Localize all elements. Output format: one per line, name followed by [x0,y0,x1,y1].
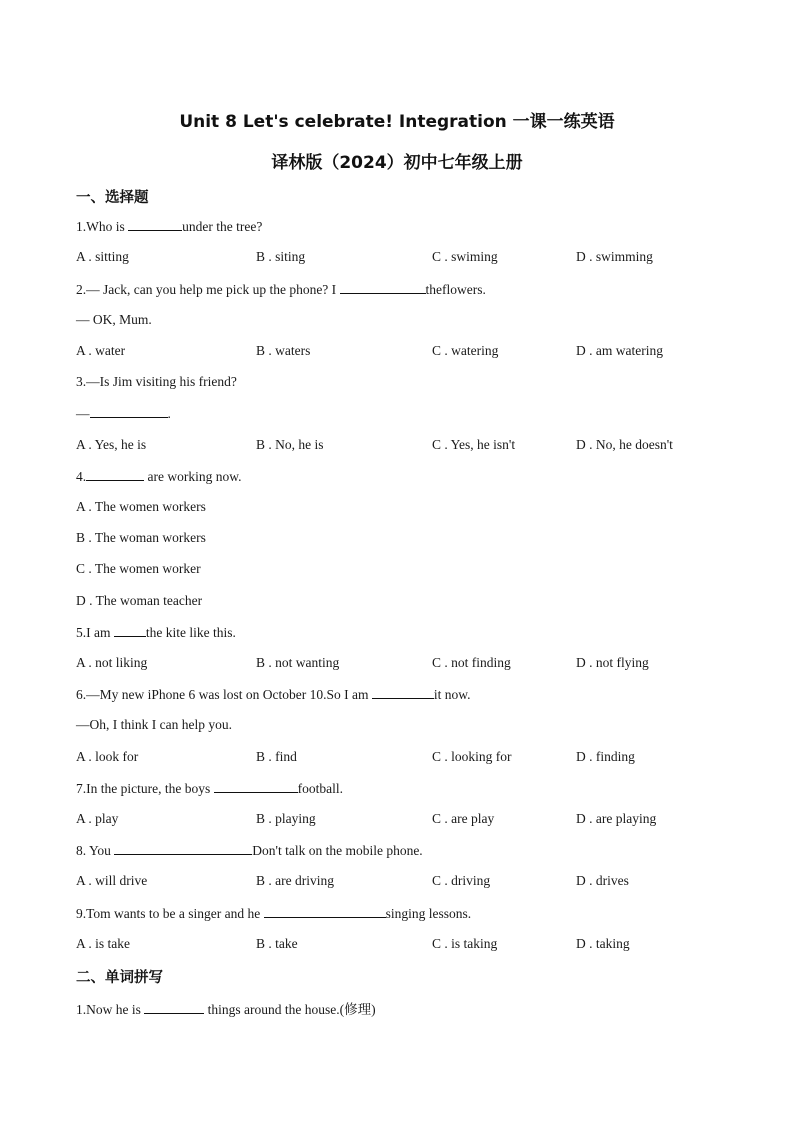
spelling-question-1 [76,998,376,1018]
section-heading-multiple-choice: 一、选择题 [76,190,149,206]
q4-option-d: D . The woman teacher [76,593,203,608]
q6-option-b: B . find [256,749,297,764]
q2-option-b: B . waters [256,343,311,358]
question-7 [76,780,343,797]
q1-option-b: B . siting [256,249,306,264]
question-text: — [76,406,90,421]
section-heading-spelling: 二、单词拼写 [76,970,163,986]
q1-option-a: A . sitting [76,249,129,264]
question-text: Don't talk on the mobile phone. [252,843,423,858]
q5-option-a: A . not liking [76,655,148,670]
q2-option-c: C . watering [432,343,499,358]
question-1 [76,218,262,235]
answer-blank [86,468,144,481]
question-6-reply: —Oh, I think I can help you. [76,717,232,732]
answer-blank [372,686,434,699]
question-text: 1.Now he is [76,1002,145,1017]
question-text: 8. You [76,843,115,858]
question-2-reply: — OK, Mum. [76,312,152,327]
question-3-reply [76,405,171,422]
q3-option-a: A . Yes, he is [76,437,147,452]
question-text: . [167,406,171,421]
question-text: singing lessons. [385,906,472,921]
question-3: 3.—Is Jim visiting his friend? [76,374,237,389]
q7-option-c: C . are play [432,811,495,826]
q1-option-d: D . swimming [576,249,653,264]
question-2 [76,281,486,298]
question-4 [76,468,241,485]
answer-blank [214,780,298,793]
question-text: football. [297,781,343,796]
q9-option-d: D . taking [576,936,630,951]
q7-option-b: B . playing [256,811,316,826]
q8-option-b: B . are driving [256,873,334,888]
answer-blank [90,405,168,418]
q5-option-b: B . not wanting [256,655,340,670]
q3-option-b: B . No, he is [256,437,324,452]
q6-option-c: C . looking for [432,749,512,764]
question-text: 1.Who is [76,219,129,234]
q9-option-a: A . is take [76,936,130,951]
q8-option-c: C . driving [432,873,491,888]
q9-option-c: C . is taking [432,936,498,951]
answer-blank [340,281,426,294]
q8-option-a: A . will drive [76,873,148,888]
question-8 [76,842,423,859]
q6-option-a: A . look for [76,749,139,764]
title-line-1: Unit 8 Let's celebrate! Integration 一课一练英语 [179,112,615,132]
q4-option-a: A . The women workers [76,499,206,514]
question-text: 4. [76,469,87,484]
answer-blank [114,624,146,637]
question-9 [76,905,471,922]
q8-option-d: D . drives [576,873,629,888]
question-text: under the tree? [182,219,263,234]
question-text: things around the house.(修理) [204,1002,376,1017]
question-text: 5.I am [76,625,114,640]
q6-option-d: D . finding [576,749,635,764]
answer-blank [264,905,386,918]
question-text: are working now. [144,469,242,484]
q2-option-d: D . am watering [576,343,663,358]
q2-option-a: A . water [76,343,126,358]
question-text: theflowers. [425,282,486,297]
q7-option-a: A . play [76,811,119,826]
answer-blank [144,1001,204,1014]
question-text: 2.— Jack, can you help me pick up the phone? I [76,282,340,297]
q4-option-c: C . The women worker [76,561,201,576]
answer-blank [128,218,182,231]
q7-option-d: D . are playing [576,811,657,826]
question-text: 6.—My new iPhone 6 was lost on October 10.So I am [76,687,372,702]
q3-option-c: C . Yes, he isn't [432,437,516,452]
question-text: the kite like this. [145,625,236,640]
title-line-2: 译林版（2024）初中七年级上册 [271,153,523,173]
question-text: 9.Tom wants to be a singer and he [76,906,264,921]
question-5 [76,624,236,641]
q1-option-c: C . swiming [432,249,498,264]
q5-option-c: C . not finding [432,655,511,670]
question-6 [76,686,470,703]
answer-blank [114,842,252,855]
q3-option-d: D . No, he doesn't [576,437,673,452]
q4-option-b: B . The woman workers [76,530,206,545]
question-text: it now. [433,687,471,702]
q9-option-b: B . take [256,936,298,951]
q5-option-d: D . not flying [576,655,649,670]
question-text: 7.In the picture, the boys [76,781,214,796]
